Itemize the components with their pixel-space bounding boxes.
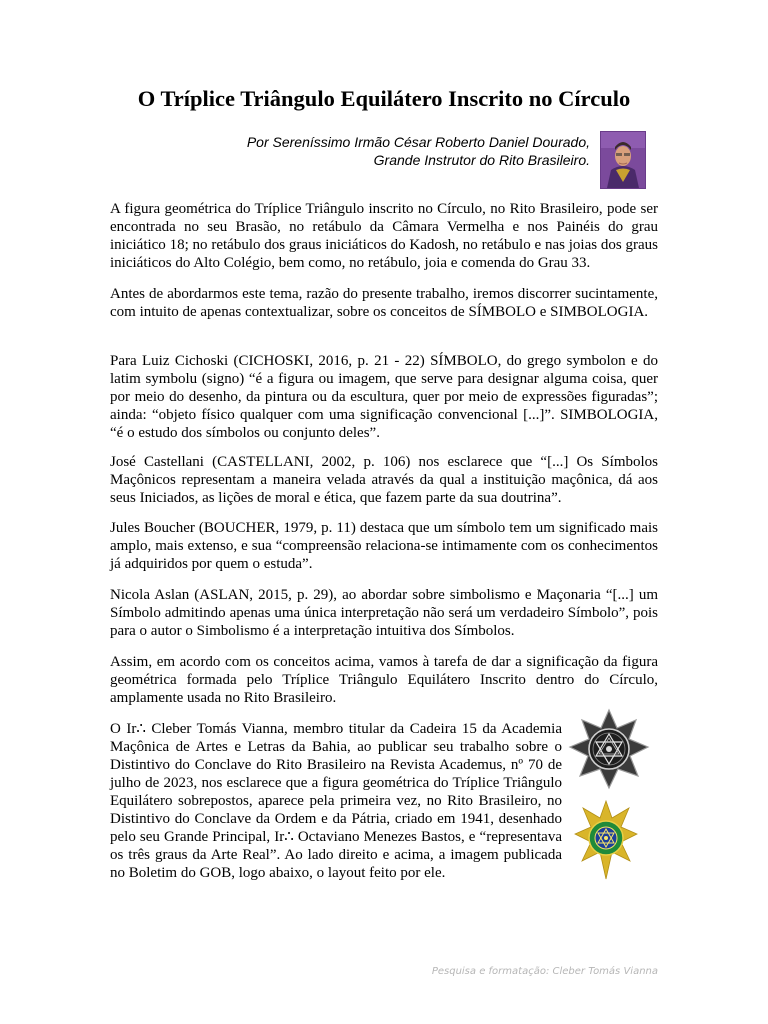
paragraph-3: Para Luiz Cichoski (CICHOSKI, 2016, p. 21 - 22) SÍMBOLO, do grego symbolon e do latim symbolu (signo) “é a figura ou imagem, que serve para designar alguma coisa, quer por meio do desenho, da pintura ou da escultura, quer por meio de expressões figuradas”; ainda: “objeto físico qualquer com uma significação convencional [...]”. SIMBOLOGIA, “é o estudo dos símbolos ou conjunto deles”. [110, 353, 658, 441]
conclave-badge-emblem [568, 708, 650, 790]
paragraph-4: José Castellani (CASTELLANI, 2002, p. 106) nos esclarece que “[...] Os Símbolos Maçônicos representam a maneira velada através da qual a instituição maçônica, dá aos seus Iniciados, as lições de moral e ética, que fazem parte da sua doutrina”. [110, 454, 658, 506]
document-title: O Tríplice Triângulo Equilátero Inscrito no Círculo [137, 86, 631, 111]
paragraph-8: O Ir∴ Cleber Tomás Vianna, membro titular da Cadeira 15 da Academia Maçônica de Artes e Letras da Bahia, ao publicar seu trabalho sobre o Distintivo do Conclave do Rito Brasileiro na Revista Academus, nº 70 de julho de 2023, nos esclarece que a figura geométrica do Tríplice Triângulo Equilátero sobrepostos, aparece pela primeira vez, no Rito Brasileiro, no Distintivo do Conclave da Ordem e da Pátria, criado em 1941, desenhado pelo seu Grande Principal, Ir∴ Octaviano Menezes Bastos, e “representava os três graus da Arte Real”. Ao lado direito e acima, a imagem publicada no Boletim do GOB, logo abaixo, o layout feito por ele. [110, 721, 562, 881]
paragraph-2: Antes de abordarmos este tema, razão do presente trabalho, iremos discorrer sucintamente, com intuito de apenas contextualizar, sobre os conceitos de SÍMBOLO e SIMBOLOGIA. [110, 286, 658, 320]
footer-credit: Pesquisa e formatação: Cleber Tomás Vianna [431, 966, 658, 977]
paragraph-5: Jules Boucher (BOUCHER, 1979, p. 11) destaca que um símbolo tem um significado mais amplo, mais extenso, e sua “compreensão relaciona-se intimamente com os conhecimentos já adquiridos por quem o estuda”. [110, 520, 658, 572]
conclave-layout-emblem [574, 800, 638, 880]
paragraph-7: Assim, em acordo com os conceitos acima, vamos à tarefa de dar a significação da figura geométrica formada pelo Tríplice Triângulo Equilátero Inscrito dentro do Círculo, amplamente usada no Rito Brasileiro. [110, 654, 658, 706]
author-portrait-image [601, 132, 645, 188]
byline-line-2: Grande Instrutor do Rito Brasileiro. [373, 152, 590, 168]
author-portrait [600, 131, 646, 189]
paragraph-6: Nicola Aslan (ASLAN, 2015, p. 29), ao abordar sobre simbolismo e Maçonaria “[...] um Símbolo admitindo apenas uma única interpretação não será um verdadeiro Símbolo”, pois para o autor o Simbolismo é a interpretação intuitiva dos Símbolos. [110, 587, 658, 639]
paragraph-1: A figura geométrica do Tríplice Triângulo inscrito no Círculo, no Rito Brasileiro, pode ser encontrada no seu Brasão, no retábulo da Câmara Vermelha e nos Painéis do grau iniciático 18; no retábulo dos graus iniciáticos do Kadosh, no retábulo e nas joias dos graus iniciáticos do Alto Colégio, bem como, no retábulo, joia e comenda do Grau 33. [110, 201, 658, 271]
author-byline [247, 133, 590, 169]
byline-line-1: Por Sereníssimo Irmão César Roberto Daniel Dourado, [246, 134, 590, 150]
